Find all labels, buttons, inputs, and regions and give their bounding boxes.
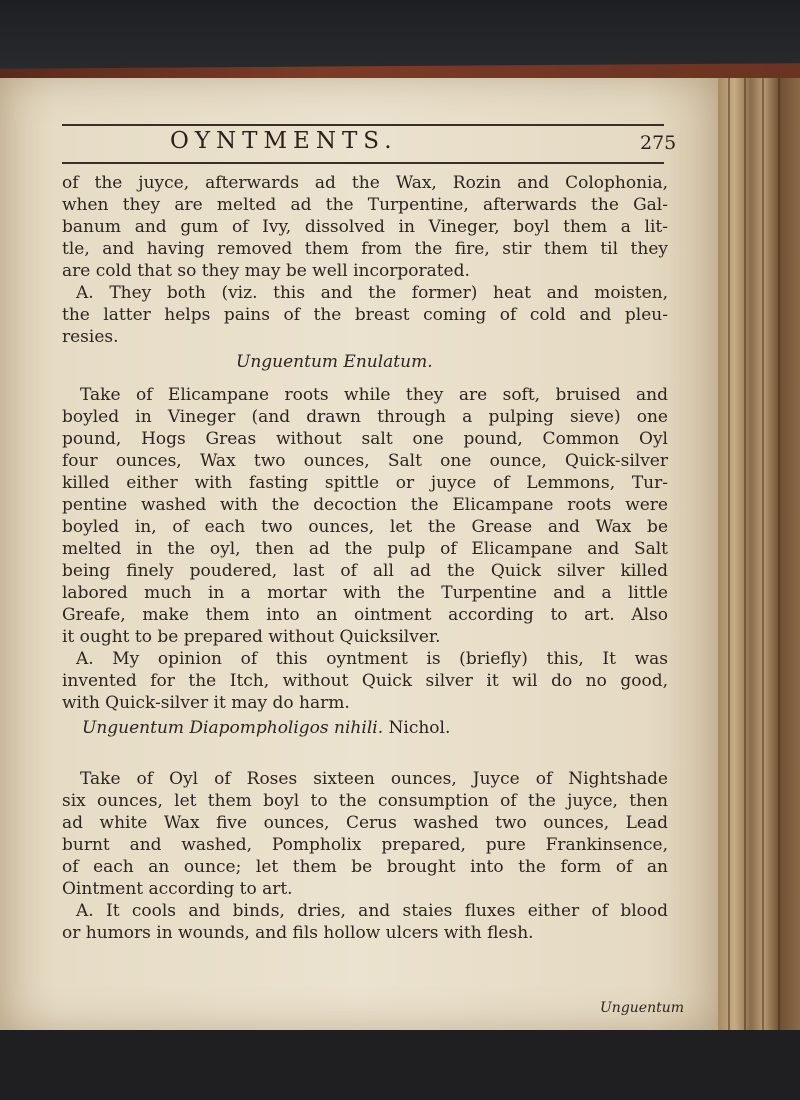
text-line: with Quick-silver it may do harm. (62, 693, 350, 713)
running-title: OYNTMENTS. (170, 128, 398, 154)
text-line: or humors in wounds, and fils hollow ulcers with flesh. (62, 923, 534, 943)
text-line: the latter helps pains of the breast coming of cold and pleu- (62, 305, 668, 325)
text-line: Take of Elicampane roots while they are soft, bruised and (80, 385, 668, 405)
text-line: Greafe, make them into an ointment according to art. Also (62, 605, 668, 625)
text-line: it ought to be prepared without Quicksilver. (62, 627, 441, 647)
text-line: six ounces, let them boyl to the consumption of the juyce, then (62, 791, 668, 811)
heading-unguentum-enulatum: Unguentum Enulatum. (236, 352, 433, 372)
heading-title: Unguentum Diapompholigos nihili. (82, 718, 384, 738)
catchword: Unguentum (600, 1000, 685, 1016)
text-line: Take of Oyl of Roses sixteen ounces, Juyce of Nightshade (80, 769, 668, 789)
header-rule (62, 162, 664, 164)
passage-1 (62, 172, 668, 348)
text-line: are cold that so they may be well incorporated. (62, 261, 470, 281)
text-line: ad white Wax five ounces, Cerus washed two ounces, Lead (62, 813, 668, 833)
text-line: when they are melted ad the Turpentine, afterwards the Gal- (62, 195, 668, 215)
heading-author: Nichol. (388, 718, 451, 738)
text-line: being finely poudered, last of all ad the Quick silver killed (62, 561, 668, 581)
text-line: burnt and washed, Pompholix prepared, pure Frankinsence, (62, 835, 668, 855)
text-line: boyled in Vineger (and drawn through a pulping sieve) one (62, 407, 668, 427)
text-line: A. My opinion of this oyntment is (briefly) this, It was (76, 649, 668, 669)
text-line: pentine washed with the decoction the Elicampane roots were (62, 495, 668, 515)
page-number: 275 (640, 132, 677, 154)
top-rule (62, 124, 664, 126)
text-line: pound, Hogs Greas without salt one pound, Common Oyl (62, 429, 668, 449)
page-fore-edge (718, 78, 800, 1030)
text-line: four ounces, Wax two ounces, Salt one ounce, Quick-silver (62, 451, 668, 471)
heading-unguentum-diapompholigos (82, 718, 450, 738)
text-line: A. It cools and binds, dries, and staies fluxes either of blood (76, 901, 668, 921)
text-line: labored much in a mortar with the Turpentine and a little (62, 583, 668, 603)
passage-3 (62, 768, 668, 944)
text-line: A. They both (viz. this and the former) heat and moisten, (76, 283, 668, 303)
text-line: invented for the Itch, without Quick silver it wil do no good, (62, 671, 668, 691)
text-line: of the juyce, afterwards ad the Wax, Rozin and Colophonia, (62, 173, 668, 193)
text-line: boyled in, of each two ounces, let the Grease and Wax be (62, 517, 668, 537)
text-line: melted in the oyl, then ad the pulp of Elicampane and Salt (62, 539, 668, 559)
backdrop-bottom (0, 1030, 800, 1100)
text-line: banum and gum of Ivy, dissolved in Vineger, boyl them a lit- (62, 217, 668, 237)
text-line: Ointment according to art. (62, 879, 293, 899)
text-line: of each an ounce; let them be brought into the form of an (62, 857, 668, 877)
running-head (0, 128, 718, 158)
text-line: resies. (62, 327, 119, 347)
passage-2 (62, 384, 668, 714)
text-line: tle, and having removed them from the fire, stir them til they (62, 239, 668, 259)
text-line: killed either with fasting spittle or juyce of Lemmons, Tur- (62, 473, 668, 493)
